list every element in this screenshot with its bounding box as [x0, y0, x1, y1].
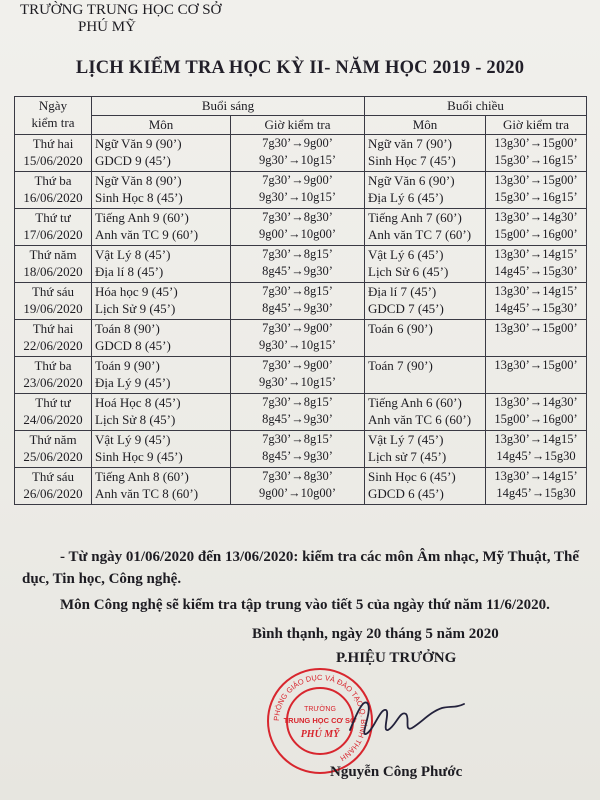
exam-time: 9g30’→10g15’: [258, 375, 337, 389]
exam-time: 8g45’→9g30’: [262, 301, 333, 315]
afternoon-subject-cell: [365, 431, 486, 468]
header-morning-subject: Môn: [92, 116, 231, 135]
day-cell: [15, 357, 92, 394]
exam-time: 13g30’→14g15’: [494, 284, 578, 298]
exam-time: 7g30’→9g00’: [262, 173, 333, 187]
day-cell: [15, 172, 92, 209]
subject: Anh văn TC 6 (60’): [368, 412, 472, 427]
schedule-row: [15, 394, 587, 431]
exam-date: 15/06/2020: [23, 153, 83, 168]
morning-subject-cell: [92, 135, 231, 172]
morning-time-cell: [231, 283, 365, 320]
day-cell: [15, 283, 92, 320]
afternoon-time-cell: [486, 320, 587, 357]
subject: Toán 9 (90’): [95, 358, 160, 373]
afternoon-time-cell: [486, 431, 587, 468]
subject: Hóa học 9 (45’): [95, 284, 178, 299]
exam-time: 13g30’→15g00’: [494, 321, 578, 335]
document-title: LỊCH KIỂM TRA HỌC KỲ II- NĂM HỌC 2019 - 2020: [75, 58, 525, 78]
afternoon-subject-cell: [365, 357, 486, 394]
exam-date: 26/06/2020: [23, 486, 83, 501]
afternoon-time-cell: [486, 135, 587, 172]
afternoon-time-cell: [486, 172, 587, 209]
morning-subject-cell: [92, 357, 231, 394]
exam-time: 7g30’→8g30’: [262, 469, 333, 483]
exam-date: 24/06/2020: [23, 412, 83, 427]
schedule-row: [15, 246, 587, 283]
exam-time: 9g00’→10g00’: [258, 486, 337, 500]
morning-time-cell: [231, 468, 365, 505]
subject: Toán 8 (90’): [95, 321, 160, 336]
exam-date: 25/06/2020: [23, 449, 83, 464]
exam-date: 19/06/2020: [23, 301, 83, 316]
note-1: - Từ ngày 01/06/2020 đến 13/06/2020: kiểm tra các môn Âm nhạc, Mỹ Thuật, Thể dục, Tin học, Công nghệ.: [22, 549, 580, 587]
subject: Ngữ Văn 6 (90’): [368, 173, 455, 188]
subject: Tiếng Anh 8 (60’): [95, 469, 189, 484]
afternoon-subject-cell: [365, 283, 486, 320]
signature: [330, 690, 480, 750]
subject: Địa Lý 9 (45’): [95, 375, 171, 390]
exam-time: 15g30’→16g15’: [494, 153, 578, 167]
schedule-row: [15, 135, 587, 172]
exam-time: 13g30’→15g00’: [494, 173, 578, 187]
weekday: Thứ sáu: [31, 469, 75, 484]
subject: Lịch Sử 8 (45’): [95, 412, 176, 427]
exam-schedule-table: [14, 96, 587, 505]
afternoon-time-cell: [486, 468, 587, 505]
afternoon-subject-cell: [365, 320, 486, 357]
day-cell: [15, 394, 92, 431]
afternoon-time-cell: [486, 357, 587, 394]
exam-time: 14g45’→15g30’: [494, 301, 578, 315]
subject: GDCD 6 (45’): [368, 486, 444, 501]
seal-center-top: TRƯỜNG: [304, 706, 336, 713]
exam-time: 9g30’→10g15’: [258, 338, 337, 352]
header-afternoon: Buổi chiều: [365, 97, 587, 116]
seal-center-mid: TRUNG HỌC CƠ SỞ: [283, 716, 357, 725]
subject: GDCD 8 (45’): [95, 338, 171, 353]
exam-time: 14g45’→15g30’: [494, 264, 578, 278]
weekday: Thứ ba: [34, 358, 72, 373]
header-day-line-1: Ngày: [38, 98, 68, 113]
weekday: Thứ tư: [35, 395, 71, 410]
schedule-row: [15, 172, 587, 209]
header-day: [15, 97, 92, 135]
exam-time: 13g30’→14g15’: [494, 469, 578, 483]
header-morning: Buổi sáng: [92, 97, 365, 116]
exam-time: 9g30’→10g15’: [258, 153, 337, 167]
subject: Vật Lý 9 (45’): [95, 432, 171, 447]
exam-time: 15g00’→16g00’: [494, 412, 578, 426]
exam-time: 8g45’→9g30’: [262, 449, 333, 463]
day-cell: [15, 431, 92, 468]
morning-subject-cell: [92, 468, 231, 505]
morning-time-cell: [231, 320, 365, 357]
schedule-row: [15, 209, 587, 246]
exam-time: 7g30’→8g15’: [262, 247, 333, 261]
subject: Vật Lý 7 (45’): [368, 432, 444, 447]
afternoon-time-cell: [486, 394, 587, 431]
weekday: Thứ hai: [32, 321, 74, 336]
afternoon-subject-cell: [365, 209, 486, 246]
header-day-line-2: kiểm tra: [31, 115, 75, 130]
day-cell: [15, 246, 92, 283]
afternoon-subject-cell: [365, 468, 486, 505]
exam-time: 7g30’→9g00’: [262, 358, 333, 372]
exam-date: 23/06/2020: [23, 375, 83, 390]
exam-time: 15g30’→16g15’: [494, 190, 578, 204]
weekday: Thứ năm: [29, 432, 77, 447]
note-2: Môn Công nghệ sẽ kiểm tra tập trung vào tiết 5 của ngày thứ năm 11/6/2020.: [60, 597, 550, 613]
exam-time: 8g45’→9g30’: [262, 264, 333, 278]
header-morning-time: Giờ kiểm tra: [231, 116, 365, 135]
morning-subject-cell: [92, 283, 231, 320]
morning-time-cell: [231, 135, 365, 172]
exam-time: 15g00’→16g00’: [494, 227, 578, 241]
exam-time: 13g30’→14g15’: [494, 432, 578, 446]
schedule-body: [15, 135, 587, 505]
morning-subject-cell: [92, 172, 231, 209]
exam-time: 14g45’→15g30: [496, 486, 576, 500]
afternoon-subject-cell: [365, 172, 486, 209]
weekday: Thứ năm: [29, 247, 77, 262]
afternoon-time-cell: [486, 209, 587, 246]
morning-time-cell: [231, 209, 365, 246]
day-cell: [15, 320, 92, 357]
subject: Anh văn TC 8 (60’): [95, 486, 199, 501]
exam-time: 7g30’→8g30’: [262, 210, 333, 224]
subject: Vật Lý 8 (45’): [95, 247, 171, 262]
subject: Ngữ Văn 9 (90’): [95, 136, 182, 151]
subject: Sinh Học 6 (45’): [368, 469, 456, 484]
school-line-2: PHÚ MỸ: [78, 19, 136, 35]
subject: Ngữ văn 7 (90’): [368, 136, 452, 151]
exam-time: 7g30’→9g00’: [262, 136, 333, 150]
place-date: Bình thạnh, ngày 20 tháng 5 năm 2020: [252, 626, 499, 642]
morning-subject-cell: [92, 394, 231, 431]
exam-time: 13g30’→14g15’: [494, 247, 578, 261]
subject: Anh văn TC 9 (60’): [95, 227, 199, 242]
morning-subject-cell: [92, 431, 231, 468]
subject: Sinh Học 8 (45’): [95, 190, 183, 205]
day-cell: [15, 468, 92, 505]
morning-time-cell: [231, 172, 365, 209]
weekday: Thứ ba: [34, 173, 72, 188]
afternoon-subject-cell: [365, 246, 486, 283]
subject: GDCD 9 (45’): [95, 153, 171, 168]
notes: [22, 546, 582, 616]
subject: Toán 7 (90’): [368, 358, 433, 373]
morning-subject-cell: [92, 320, 231, 357]
header-afternoon-time: Giờ kiểm tra: [486, 116, 587, 135]
exam-time: 7g30’→8g15’: [262, 284, 333, 298]
day-cell: [15, 209, 92, 246]
subject: Địa lí 8 (45’): [95, 264, 164, 279]
schedule-row: [15, 357, 587, 394]
afternoon-time-cell: [486, 283, 587, 320]
subject: Hoá Học 8 (45’): [95, 395, 181, 410]
afternoon-time-cell: [486, 246, 587, 283]
morning-subject-cell: [92, 246, 231, 283]
subject: Lịch sử 7 (45’): [368, 449, 447, 464]
subject: Sinh Học 9 (45’): [95, 449, 183, 464]
exam-time: 13g30’→15g00’: [494, 358, 578, 372]
schedule-row: [15, 431, 587, 468]
afternoon-subject-cell: [365, 135, 486, 172]
afternoon-subject-cell: [365, 394, 486, 431]
exam-time: 13g30’→14g30’: [494, 395, 578, 409]
subject: Vật Lý 6 (45’): [368, 247, 444, 262]
subject: Toán 6 (90’): [368, 321, 433, 336]
seal-center-bottom: PHÚ MỸ: [300, 729, 340, 740]
morning-time-cell: [231, 431, 365, 468]
subject: Tiếng Anh 7 (60’): [368, 210, 462, 225]
school-name: [20, 2, 221, 36]
subject: Sinh Học 7 (45’): [368, 153, 456, 168]
exam-date: 17/06/2020: [23, 227, 83, 242]
subject: Ngữ Văn 8 (90’): [95, 173, 182, 188]
exam-date: 16/06/2020: [23, 190, 83, 205]
subject: Anh văn TC 7 (60’): [368, 227, 472, 242]
subject: Lịch Sử 6 (45’): [368, 264, 449, 279]
exam-time: 9g30’→10g15’: [258, 190, 337, 204]
subject: Tiếng Anh 9 (60’): [95, 210, 189, 225]
weekday: Thứ tư: [35, 210, 71, 225]
school-line-1: TRƯỜNG TRUNG HỌC CƠ SỞ: [20, 2, 222, 18]
subject: Tiếng Anh 6 (60’): [368, 395, 462, 410]
signer-role: P.HIỆU TRƯỞNG: [336, 650, 457, 666]
signer-name: Nguyễn Công Phước: [330, 764, 463, 780]
exam-time: 7g30’→9g00’: [262, 321, 333, 335]
exam-time: 7g30’→8g15’: [262, 395, 333, 409]
exam-time: 14g45’→15g30: [496, 449, 576, 463]
day-cell: [15, 135, 92, 172]
subject: Địa lí 7 (45’): [368, 284, 437, 299]
exam-time: 13g30’→15g00’: [494, 136, 578, 150]
exam-date: 18/06/2020: [23, 264, 83, 279]
header-afternoon-subject: Môn: [365, 116, 486, 135]
weekday: Thứ hai: [32, 136, 74, 151]
schedule-row: [15, 320, 587, 357]
weekday: Thứ sáu: [31, 284, 75, 299]
exam-time: 8g45’→9g30’: [262, 412, 333, 426]
exam-time: 9g00’→10g00’: [258, 227, 337, 241]
schedule-row: [15, 468, 587, 505]
seal-ring-text: PHÒNG GIÁO DỤC VÀ ĐÀO TẠO Q. BÌNH THẠNH: [271, 672, 369, 764]
exam-date: 22/06/2020: [23, 338, 83, 353]
subject: Địa Lý 6 (45’): [368, 190, 444, 205]
exam-time: 13g30’→14g30’: [494, 210, 578, 224]
morning-subject-cell: [92, 209, 231, 246]
schedule-row: [15, 283, 587, 320]
morning-time-cell: [231, 246, 365, 283]
morning-time-cell: [231, 394, 365, 431]
subject: Lịch Sử 9 (45’): [95, 301, 176, 316]
exam-time: 7g30’→8g15’: [262, 432, 333, 446]
morning-time-cell: [231, 357, 365, 394]
subject: GDCD 7 (45’): [368, 301, 444, 316]
